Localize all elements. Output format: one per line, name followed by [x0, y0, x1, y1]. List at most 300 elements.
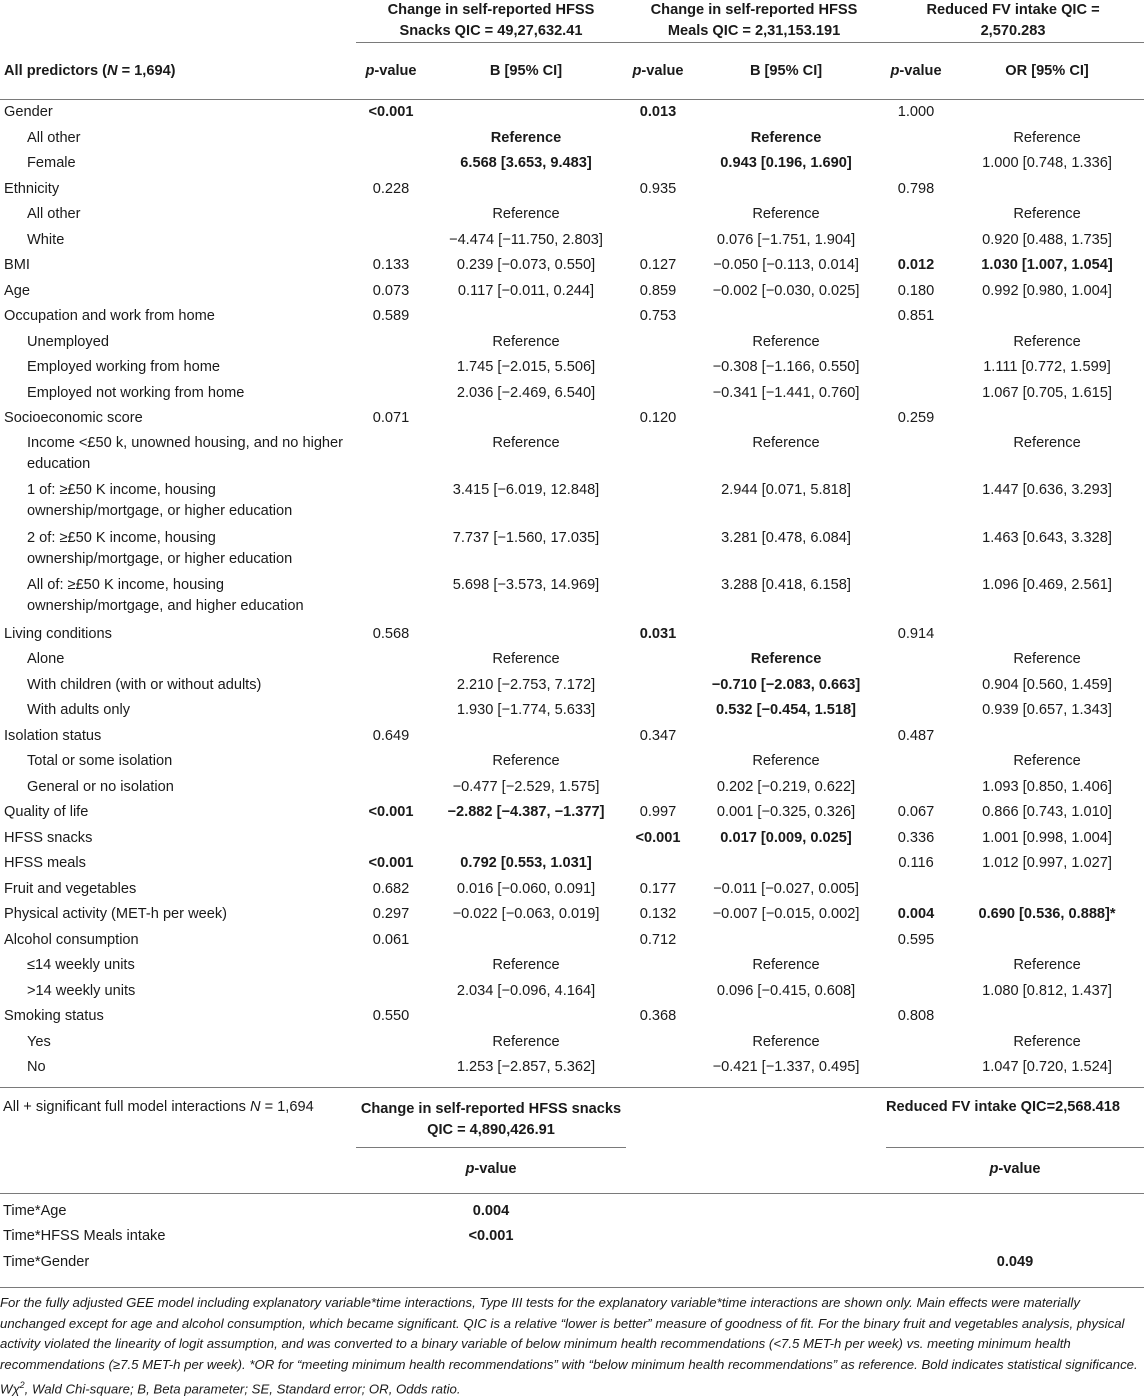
row-label: Alcohol consumption	[4, 931, 139, 948]
table-row	[0, 800, 1144, 826]
table-row	[0, 749, 1144, 775]
meals-estimate	[690, 406, 882, 432]
fv-p-value: 0.808	[897, 1008, 935, 1024]
meals-estimate: −0.007 [−0.015, 0.002]	[712, 906, 860, 922]
meals-p-value	[626, 381, 690, 407]
meals-p-value	[626, 979, 690, 1005]
snacks-p-value: 0.071	[372, 410, 410, 426]
meals-estimate	[690, 622, 882, 648]
snacks-p-value	[356, 826, 426, 852]
meals-estimate: 3.281 [0.478, 6.084]	[721, 529, 851, 546]
meals-estimate: −0.011 [−0.027, 0.005]	[713, 880, 859, 897]
snacks-estimate: Reference	[492, 434, 560, 451]
snacks-p-value: 0.649	[372, 727, 410, 744]
table-row	[0, 1004, 1144, 1030]
interaction-header-p-value-fv: p-value	[989, 1160, 1041, 1177]
table-row	[0, 479, 1144, 527]
snacks-estimate	[426, 724, 626, 750]
fv-estimate: 1.067 [0.705, 1.615]	[982, 384, 1112, 401]
meals-p-value	[626, 432, 690, 480]
fv-estimate	[950, 724, 1144, 750]
meals-p-value	[626, 126, 690, 152]
interaction-row-label: Time*Age	[3, 1202, 67, 1219]
meals-p-value	[626, 673, 690, 699]
table-row	[0, 928, 1144, 954]
fv-estimate: 0.992 [0.980, 1.004]	[982, 282, 1112, 299]
snacks-p-value	[356, 775, 426, 801]
fv-p-value: 0.595	[897, 931, 935, 948]
row-label: With children (with or without adults)	[27, 676, 262, 693]
fv-estimate: 0.939 [0.657, 1.343]	[982, 702, 1112, 718]
meals-estimate	[690, 851, 882, 877]
meals-p-value: 0.712	[639, 931, 677, 948]
header-predictors: All predictors (N = 1,694)	[0, 43, 356, 100]
meals-p-value: 0.753	[639, 308, 677, 324]
fv-p-value: 0.259	[897, 410, 935, 426]
meals-estimate: Reference	[752, 957, 820, 973]
header-hfss-meals: Change in self-reported HFSS Meals QIC = 2,31,153.191	[650, 2, 858, 39]
interaction-header-reduced-fv: Reduced FV intake QIC=2,568.418	[886, 1098, 1121, 1115]
snacks-estimate: 6.568 [3.653, 9.483]	[460, 155, 592, 171]
fv-estimate	[950, 1004, 1144, 1030]
snacks-p-value	[356, 1055, 426, 1081]
snacks-estimate: 0.117 [−0.011, 0.244]	[457, 282, 595, 299]
header-b-ci-2: B [95% CI]	[690, 43, 882, 100]
header-hfss-snacks: Change in self-reported HFSS Snacks QIC = 49,27,632.41	[387, 2, 595, 39]
table-row	[0, 202, 1144, 228]
fv-estimate	[950, 622, 1144, 648]
interaction-snacks-p-value: 0.004	[472, 1202, 510, 1219]
snacks-p-value	[356, 749, 426, 775]
snacks-p-value	[356, 479, 426, 527]
meals-estimate: Reference	[752, 753, 820, 769]
meals-p-value	[626, 1055, 690, 1081]
fv-p-value	[882, 877, 950, 903]
fv-p-value	[882, 330, 950, 356]
fv-p-value	[882, 1030, 950, 1056]
header-reduced-fv: Reduced FV intake QIC = 2,570.283	[926, 2, 1100, 39]
meals-p-value	[626, 953, 690, 979]
header-p-value-3: p-value	[882, 43, 950, 100]
fv-p-value: 0.798	[897, 180, 935, 197]
header-b-ci-1: B [95% CI]	[426, 43, 626, 100]
table-row	[0, 851, 1144, 877]
meals-p-value: 0.120	[639, 410, 677, 426]
meals-p-value	[626, 330, 690, 356]
fv-p-value	[882, 126, 950, 152]
snacks-estimate: 0.792 [0.553, 1.031]	[460, 855, 592, 871]
snacks-estimate: 1.745 [−2.015, 5.506]	[456, 359, 596, 375]
row-label: Gender	[4, 104, 53, 120]
meals-estimate	[690, 304, 882, 330]
table-row	[0, 902, 1144, 928]
fv-p-value	[882, 151, 950, 177]
meals-estimate: Reference	[752, 1033, 820, 1050]
snacks-estimate: 2.034 [−0.096, 4.164]	[456, 982, 596, 999]
interaction-rule-fv	[886, 1147, 1144, 1148]
meals-p-value	[626, 749, 690, 775]
snacks-estimate: 2.036 [−2.469, 6.540]	[456, 384, 596, 401]
meals-estimate	[690, 177, 882, 203]
row-label: BMI	[4, 257, 30, 273]
fv-p-value	[882, 479, 950, 527]
row-label: General or no isolation	[27, 778, 174, 795]
fv-p-value	[882, 355, 950, 381]
meals-estimate	[690, 100, 882, 126]
fv-p-value	[882, 527, 950, 575]
snacks-p-value	[356, 673, 426, 699]
meals-estimate: 0.017 [0.009, 0.025]	[720, 829, 852, 846]
table-row	[0, 698, 1144, 724]
meals-p-value	[626, 698, 690, 724]
fv-p-value: 0.004	[897, 906, 935, 922]
table-row	[0, 953, 1144, 979]
snacks-estimate	[426, 304, 626, 330]
snacks-estimate: −0.022 [−0.063, 0.019]	[452, 906, 600, 922]
row-label: Alone	[27, 651, 65, 667]
snacks-estimate: Reference	[492, 651, 560, 667]
row-label: Ethnicity	[4, 180, 60, 197]
snacks-estimate	[426, 177, 626, 203]
snacks-estimate: Reference	[492, 753, 560, 769]
meals-estimate	[690, 928, 882, 954]
header-column-row	[0, 43, 1144, 100]
meals-estimate: 0.532 [−0.454, 1.518]	[716, 702, 856, 718]
table-row	[0, 151, 1144, 177]
fv-estimate: Reference	[1013, 753, 1081, 769]
fv-estimate	[950, 877, 1144, 903]
snacks-p-value: 0.061	[372, 931, 410, 948]
interaction-row-label: Time*HFSS Meals intake	[3, 1228, 166, 1244]
row-label: 1 of: ≥£50 K income, housing ownership/mortgage, or higher education	[27, 482, 293, 519]
row-label: ≤14 weekly units	[27, 957, 135, 973]
interaction-row-label: Time*Gender	[3, 1253, 90, 1270]
snacks-p-value: 0.550	[372, 1008, 410, 1024]
snacks-p-value	[356, 381, 426, 407]
fv-estimate: 1.001 [0.998, 1.004]	[982, 829, 1112, 846]
row-label: Unemployed	[27, 333, 109, 350]
row-label: Employed working from home	[27, 359, 221, 375]
meals-estimate	[690, 724, 882, 750]
row-label: Socioeconomic score	[4, 410, 143, 426]
table-row	[0, 647, 1144, 673]
snacks-estimate: −4.474 [−11.750, 2.803]	[449, 231, 603, 248]
snacks-p-value	[356, 355, 426, 381]
meals-p-value	[626, 355, 690, 381]
row-label: Female	[27, 155, 76, 171]
meals-estimate: −0.308 [−1.166, 0.550]	[712, 359, 860, 375]
fv-estimate: 1.012 [0.997, 1.027]	[982, 855, 1112, 871]
snacks-p-value	[356, 647, 426, 673]
meals-p-value	[626, 202, 690, 228]
meals-estimate: 0.202 [−0.219, 0.622]	[716, 778, 856, 795]
fv-p-value	[882, 432, 950, 480]
meals-p-value	[626, 527, 690, 575]
snacks-p-value	[356, 574, 426, 622]
meals-estimate: 2.944 [0.071, 5.818]	[721, 482, 851, 498]
snacks-p-value: <0.001	[368, 104, 414, 120]
fv-estimate: 1.000 [0.748, 1.336]	[982, 155, 1112, 171]
fv-estimate: Reference	[1013, 434, 1081, 451]
snacks-estimate: 1.930 [−1.774, 5.633]	[456, 702, 596, 718]
meals-estimate: 0.943 [0.196, 1.690]	[720, 155, 852, 171]
fv-p-value: 0.116	[898, 855, 934, 871]
row-label: HFSS meals	[4, 855, 86, 871]
interaction-rule-full	[0, 1193, 1144, 1194]
fv-p-value: 0.851	[897, 308, 935, 324]
fv-estimate: 1.096 [0.469, 2.561]	[982, 577, 1112, 593]
fv-p-value	[882, 979, 950, 1005]
meals-p-value	[626, 851, 690, 877]
header-p-value-2: p-value	[626, 43, 690, 100]
header-p-value-1: p-value	[356, 43, 426, 100]
meals-estimate: −0.341 [−1.441, 0.760]	[712, 384, 860, 401]
header-or-ci-3: OR [95% CI]	[950, 43, 1144, 100]
snacks-estimate: Reference	[492, 333, 560, 350]
table-row	[0, 253, 1144, 279]
snacks-p-value	[356, 527, 426, 575]
header-group-row	[0, 0, 1144, 43]
fv-estimate: 0.920 [0.488, 1.735]	[982, 231, 1112, 248]
meals-p-value: 0.859	[639, 282, 677, 299]
meals-estimate: 0.076 [−1.751, 1.904]	[716, 231, 856, 248]
row-label: Fruit and vegetables	[4, 880, 137, 897]
fv-estimate: 1.080 [0.812, 1.437]	[982, 982, 1112, 999]
table-row	[0, 330, 1144, 356]
interaction-snacks-p-value: <0.001	[468, 1228, 514, 1244]
row-label: No	[27, 1059, 46, 1075]
row-label: Living conditions	[4, 625, 112, 642]
meals-p-value	[626, 479, 690, 527]
table-footnote: For the fully adjusted GEE model including explanatory variable*time interactions, Type III tests for the explanatory variable*time interactions are shown only. Main effects were materially unchanged except for age and alcohol consumption, which became significant. QIC is a relative “lower is better” measure of goodness of fit. For the binary fruit and vegetables analysis, physical activity violated the linearity of logit assumption, and was converted to a binary variable of below minimum health recommendations (<7.5 MET-h per week) vs. meeting minimum health recommendations (≥7.5 MET-h per week). *OR for “meeting minimum health recommendations” with “below minimum health recommendations” as reference. Bold indicates statistical significance. $W\chi^2$, Wald Chi-square; B, Beta parameter; SE, Standard error; OR, Odds ratio.	[0, 1295, 1138, 1397]
meals-p-value: 0.132	[639, 906, 677, 922]
fv-p-value	[882, 953, 950, 979]
row-label: All other	[27, 129, 81, 146]
snacks-estimate	[426, 622, 626, 648]
snacks-p-value: 0.297	[372, 906, 410, 922]
row-label: >14 weekly units	[27, 982, 136, 999]
fv-estimate: 1.030 [1.007, 1.054]	[981, 257, 1113, 273]
snacks-estimate: 3.415 [−6.019, 12.848]	[452, 482, 600, 498]
snacks-p-value: <0.001	[368, 804, 414, 820]
snacks-p-value	[356, 151, 426, 177]
snacks-p-value	[356, 330, 426, 356]
snacks-estimate: 2.210 [−2.753, 7.172]	[456, 676, 596, 693]
fv-estimate: 0.690 [0.536, 0.888]*	[978, 906, 1116, 922]
table-row	[0, 1055, 1144, 1081]
fv-estimate: Reference	[1013, 333, 1081, 350]
table-row	[0, 304, 1144, 330]
table-row	[0, 1030, 1144, 1056]
fv-estimate: Reference	[1013, 129, 1081, 146]
meals-p-value	[626, 228, 690, 254]
fv-estimate: Reference	[1013, 1033, 1081, 1050]
interaction-header-p-value-snacks: p-value	[465, 1160, 517, 1177]
snacks-p-value	[356, 1030, 426, 1056]
meals-p-value: 0.127	[639, 257, 677, 273]
row-label: Smoking status	[4, 1008, 104, 1024]
fv-p-value: 0.487	[897, 727, 935, 744]
snacks-estimate: Reference	[492, 957, 560, 973]
snacks-estimate: Reference	[490, 129, 562, 146]
fv-estimate: 1.463 [0.643, 3.328]	[982, 529, 1112, 546]
table-row	[0, 126, 1144, 152]
fv-p-value	[882, 202, 950, 228]
table-row	[0, 979, 1144, 1005]
interaction-header-hfss-snacks: Change in self-reported HFSS snacks QIC = 4,890,426.91	[360, 1100, 622, 1138]
snacks-p-value	[356, 432, 426, 480]
meals-estimate: −0.710 [−2.083, 0.663]	[711, 676, 861, 693]
table-row	[0, 826, 1144, 852]
fv-p-value	[882, 775, 950, 801]
snacks-estimate: −0.477 [−2.529, 1.575]	[452, 778, 600, 795]
snacks-estimate: 7.737 [−1.560, 17.035]	[452, 529, 600, 546]
table-row	[0, 279, 1144, 305]
fv-p-value: 0.180	[897, 282, 935, 299]
fv-estimate: 0.904 [0.560, 1.459]	[982, 676, 1112, 693]
fv-estimate	[950, 406, 1144, 432]
row-label: Isolation status	[4, 727, 102, 744]
row-label: Employed not working from home	[27, 384, 245, 401]
fv-p-value	[882, 1055, 950, 1081]
meals-p-value: 0.935	[639, 180, 677, 197]
meals-estimate: −0.002 [−0.030, 0.025]	[712, 282, 860, 299]
fv-p-value: 0.067	[897, 804, 935, 820]
meals-p-value: 0.177	[639, 880, 677, 897]
snacks-p-value	[356, 953, 426, 979]
fv-estimate	[950, 100, 1144, 126]
fv-p-value: 1.000	[897, 104, 935, 120]
snacks-p-value	[356, 228, 426, 254]
meals-estimate: Reference	[752, 434, 820, 451]
meals-estimate: Reference	[750, 129, 822, 146]
snacks-estimate	[426, 1004, 626, 1030]
table-row	[0, 724, 1144, 750]
snacks-estimate: −2.882 [−4.387, −1.377]	[447, 804, 605, 820]
snacks-p-value: 0.682	[372, 880, 410, 897]
meals-estimate: Reference	[752, 206, 820, 222]
row-label: Physical activity (MET-h per week)	[4, 906, 228, 922]
meals-p-value	[626, 775, 690, 801]
meals-estimate: Reference	[750, 651, 822, 667]
meals-estimate: −0.421 [−1.337, 0.495]	[712, 1059, 860, 1075]
snacks-estimate: 1.253 [−2.857, 5.362]	[456, 1059, 596, 1075]
fv-estimate: 1.093 [0.850, 1.406]	[982, 778, 1112, 795]
fv-p-value	[882, 381, 950, 407]
meals-p-value	[626, 574, 690, 622]
fv-p-value	[882, 673, 950, 699]
fv-p-value: 0.914	[897, 625, 935, 642]
snacks-p-value	[356, 698, 426, 724]
meals-p-value: <0.001	[635, 829, 681, 846]
fv-estimate: 1.447 [0.636, 3.293]	[982, 482, 1112, 498]
fv-p-value	[882, 698, 950, 724]
row-label: Total or some isolation	[27, 753, 173, 769]
meals-p-value: 0.368	[639, 1008, 677, 1024]
snacks-estimate	[426, 100, 626, 126]
table-row	[0, 381, 1144, 407]
row-label: Yes	[27, 1033, 51, 1050]
snacks-estimate: Reference	[492, 1033, 560, 1050]
table-row	[0, 100, 1144, 126]
fv-p-value	[882, 647, 950, 673]
row-label: 2 of: ≥£50 K income, housing ownership/mortgage, or higher education	[27, 529, 293, 567]
snacks-estimate: Reference	[492, 206, 560, 222]
fv-estimate: Reference	[1013, 957, 1081, 973]
row-label: All other	[27, 206, 81, 222]
interaction-section-label: All + significant full model interactions N = 1,694	[3, 1098, 314, 1115]
meals-p-value: 0.347	[639, 727, 677, 744]
fv-p-value: 0.012	[897, 257, 935, 273]
meals-estimate: 0.096 [−0.415, 0.608]	[716, 982, 856, 999]
fv-p-value	[882, 228, 950, 254]
snacks-p-value: 0.073	[372, 282, 410, 299]
snacks-p-value	[356, 202, 426, 228]
table-row	[0, 228, 1144, 254]
table-row	[0, 622, 1144, 648]
table-row	[0, 673, 1144, 699]
meals-estimate	[690, 1004, 882, 1030]
meals-p-value: 0.997	[639, 804, 677, 820]
snacks-p-value: <0.001	[368, 855, 414, 871]
meals-estimate: −0.050 [−0.113, 0.014]	[713, 257, 859, 273]
fv-estimate: 1.047 [0.720, 1.524]	[982, 1059, 1112, 1075]
meals-estimate: 0.001 [−0.325, 0.326]	[716, 804, 856, 820]
fv-estimate: 0.866 [0.743, 1.010]	[982, 804, 1112, 820]
table-bottom-rule	[0, 1287, 1144, 1288]
fv-estimate: Reference	[1013, 651, 1081, 667]
table-row	[0, 574, 1144, 622]
row-label: Age	[4, 282, 30, 299]
snacks-p-value	[356, 126, 426, 152]
table-row	[0, 432, 1144, 480]
row-label: Income <£50 k, unowned housing, and no higher education	[27, 434, 344, 472]
snacks-p-value	[356, 979, 426, 1005]
table-row	[0, 877, 1144, 903]
row-label: All of: ≥£50 K income, housing ownership/mortgage, and higher education	[27, 577, 304, 614]
snacks-estimate	[426, 406, 626, 432]
row-label: Quality of life	[4, 804, 89, 820]
meals-estimate: 3.288 [0.418, 6.158]	[721, 577, 851, 593]
table-row	[0, 355, 1144, 381]
snacks-estimate	[426, 826, 626, 852]
fv-estimate	[950, 177, 1144, 203]
interaction-fv-p-value: 0.049	[996, 1253, 1034, 1270]
snacks-p-value: 0.228	[372, 180, 410, 197]
snacks-p-value: 0.568	[372, 625, 410, 642]
row-label: With adults only	[27, 702, 131, 718]
fv-estimate	[950, 304, 1144, 330]
snacks-estimate	[426, 928, 626, 954]
meals-p-value: 0.031	[639, 625, 677, 642]
fv-p-value	[882, 749, 950, 775]
snacks-estimate: 0.016 [−0.060, 0.091]	[456, 880, 596, 897]
row-label: Occupation and work from home	[4, 308, 215, 324]
table-row	[0, 775, 1144, 801]
row-label: HFSS snacks	[4, 829, 93, 846]
table-row	[0, 406, 1144, 432]
meals-p-value	[626, 1030, 690, 1056]
meals-estimate: Reference	[752, 333, 820, 350]
snacks-p-value: 0.589	[372, 308, 410, 324]
fv-estimate: Reference	[1013, 206, 1081, 222]
snacks-estimate: 0.239 [−0.073, 0.550]	[456, 257, 596, 273]
snacks-estimate: 5.698 [−3.573, 14.969]	[452, 577, 600, 593]
fv-p-value: 0.336	[897, 829, 935, 846]
fv-p-value	[882, 574, 950, 622]
fv-estimate: 1.111 [0.772, 1.599]	[983, 359, 1111, 375]
row-label: White	[27, 231, 65, 248]
